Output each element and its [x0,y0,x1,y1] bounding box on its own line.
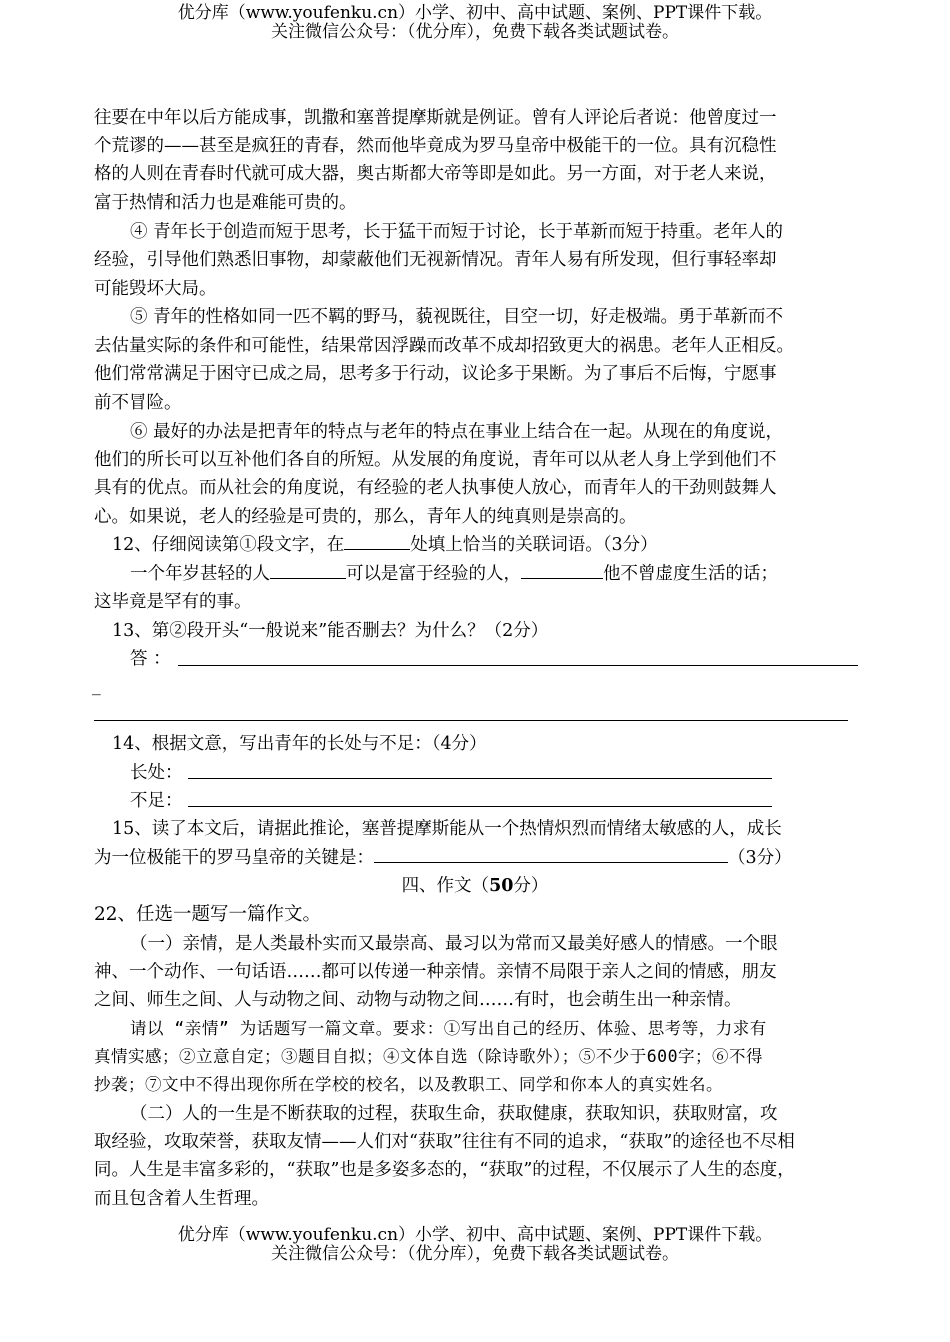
q12-blank-2[interactable] [521,560,603,579]
question-12: 12、仔细阅读第①段文字，在 处填上恰当的关联词语。（3分） [112,531,892,560]
passage-p3-line-2: 个荒谬的——甚至是疯狂的青春，然而他毕竟成为罗马皇帝中极能干的一位。具有沉稳性 [94,136,777,156]
essay-question-22: 22、任选一题写一篇作文。 [94,904,322,925]
question-14: 14、根据文意，写出青年的长处与不足：（4分） [112,734,487,754]
q13-dash: _ [92,676,101,696]
essay-requirement-line-3: 抄袭；⑦文中不得出现你所在学校的校名，以及教职工、同学和你本人的真实姓名。 [94,1075,723,1094]
passage-p5-line-3: 他们常常满足于困守已成之局，思考多于行动，议论多于果断。为了事后不后悔，宁愿事 [94,364,777,384]
essay-option-1-line-3: 之间、师生之间、人与动物之间、动物与动物之间……有时，也会萌生出一种亲情。 [94,990,742,1010]
question-15-line-2: 为一位极能干的罗马皇帝的关键是： （3分） [94,844,874,873]
passage-p3-line-4: 富于热情和活力也是难能可贵的。 [94,193,357,213]
footer-line-1: 优分库（www.youfenku.cn）小学、初中、高中试题、案例、PPT课件下载。 [177,1225,773,1245]
essay-requirement-line-2: 真情实感；②立意自定；③题目自拟；④文体自选（除诗歌外）；⑤不少于600字；⑥不得 [94,1047,764,1066]
q14-weakness-label: 不足： [130,791,183,811]
footer-line-2: 关注微信公众号：（优分库），免费下载各类试题试卷。 [271,1244,679,1264]
passage-p5-line-2: 去估量实际的条件和可能性，结果常因浮躁而改革不成却招致更大的祸患。老年人正相反。 [94,336,794,356]
passage-p3-line-1: 往要在中年以后方能成事，凯撒和塞普提摩斯就是例证。曾有人评论后者说：他曾度过一 [94,108,777,128]
q13-answer-line-2[interactable] [94,720,848,721]
essay-option-1-line-2: 神、一个动作、一句话语……都可以传递一种亲情。亲情不局限于亲人之间的情感，朋友 [94,962,777,982]
essay-requirement-line-1: 请以 “亲情” 为话题写一篇文章。要求：①写出自己的经历、体验、思考等，力求有 [130,1019,767,1038]
q13-answer-label: 答 ： [130,649,171,669]
passage-p3-line-3: 格的人则在青春时代就可成大器，奥古斯都大帝等即是如此。另一方面，对于老人来说， [94,164,777,184]
passage-p6-line-1: ⑥ 最好的办法是把青年的特点与老年的特点在事业上结合在一起。从现在的角度说， [130,422,784,442]
essay-option-2-line-1: （二）人的一生是不断获取的过程，获取生命，获取健康，获取知识，获取财富，攻 [130,1104,778,1124]
q12-blank-1[interactable] [270,560,346,579]
passage-p5-line-1: ⑤ 青年的性格如同一匹不羁的野马，藐视既往，目空一切，好走极端。勇于革新而不 [130,307,784,327]
question-15-line-1: 15、读了本文后，请据此推论，塞普提摩斯能从一个热情炽烈而情绪太敏感的人，成长 [112,819,782,839]
passage-p4-line-1: ④ 青年长于创造而短于思考，长于猛干而短于讨论，长于革新而短于持重。老年人的 [130,222,784,242]
passage-p6-line-4: 心。如果说，老人的经验是可贵的，那么，青年人的纯真则是崇高的。 [94,507,637,527]
q14-strength-line[interactable] [188,778,772,779]
q15-blank[interactable] [374,844,728,863]
q13-answer-line-1[interactable] [178,665,858,666]
header-line-2: 关注微信公众号：（优分库），免费下载各类试题试卷。 [271,22,679,42]
q14-strength-label: 长处： [130,763,183,783]
q14-weakness-line[interactable] [188,806,772,807]
q12-blank[interactable] [344,531,410,550]
passage-p5-line-4: 前不冒险。 [94,393,182,413]
question-13: 13、第②段开头“一般说来”能否删去？为什么？（2分） [112,621,549,641]
question-12-sentence: 一个年岁甚轻的人 可以是富于经验的人， 他不曾虚度生活的话； [130,560,910,589]
question-12-sentence-end: 这毕竟是罕有的事。 [94,592,252,612]
header-line-1: 优分库（www.youfenku.cn）小学、初中、高中试题、案例、PPT课件下载。 [177,3,773,23]
section-4-title: 四、作文（50分） [401,876,549,896]
essay-option-1-line-1: （一）亲情，是人类最朴实而又最崇高、最习以为常而又最美好感人的情感。一个眼 [130,934,778,954]
passage-p4-line-3: 可能毁坏大局。 [94,279,217,299]
passage-p6-line-3: 具有的优点。而从社会的角度说，有经验的老人执事使人放心，而青年人的干劲则鼓舞人 [94,478,777,498]
passage-p4-line-2: 经验，引导他们熟悉旧事物，却蒙蔽他们无视新情况。青年人易有所发现，但行事轻率却 [94,250,777,270]
essay-option-2-line-2: 取经验，攻取荣誉，获取友情——人们对“获取”往往有不同的追求，“获取”的途径也不尽相 [94,1132,795,1152]
passage-p6-line-2: 他们的所长可以互补他们各自的所短。从发展的角度说，青年可以从老人身上学到他们不 [94,450,777,470]
essay-option-2-line-3: 同。人生是丰富多彩的，“获取”也是多姿多态的，“获取”的过程，不仅展示了人生的态度， [94,1160,795,1180]
essay-option-2-line-4: 而且包含着人生哲理。 [94,1189,269,1209]
